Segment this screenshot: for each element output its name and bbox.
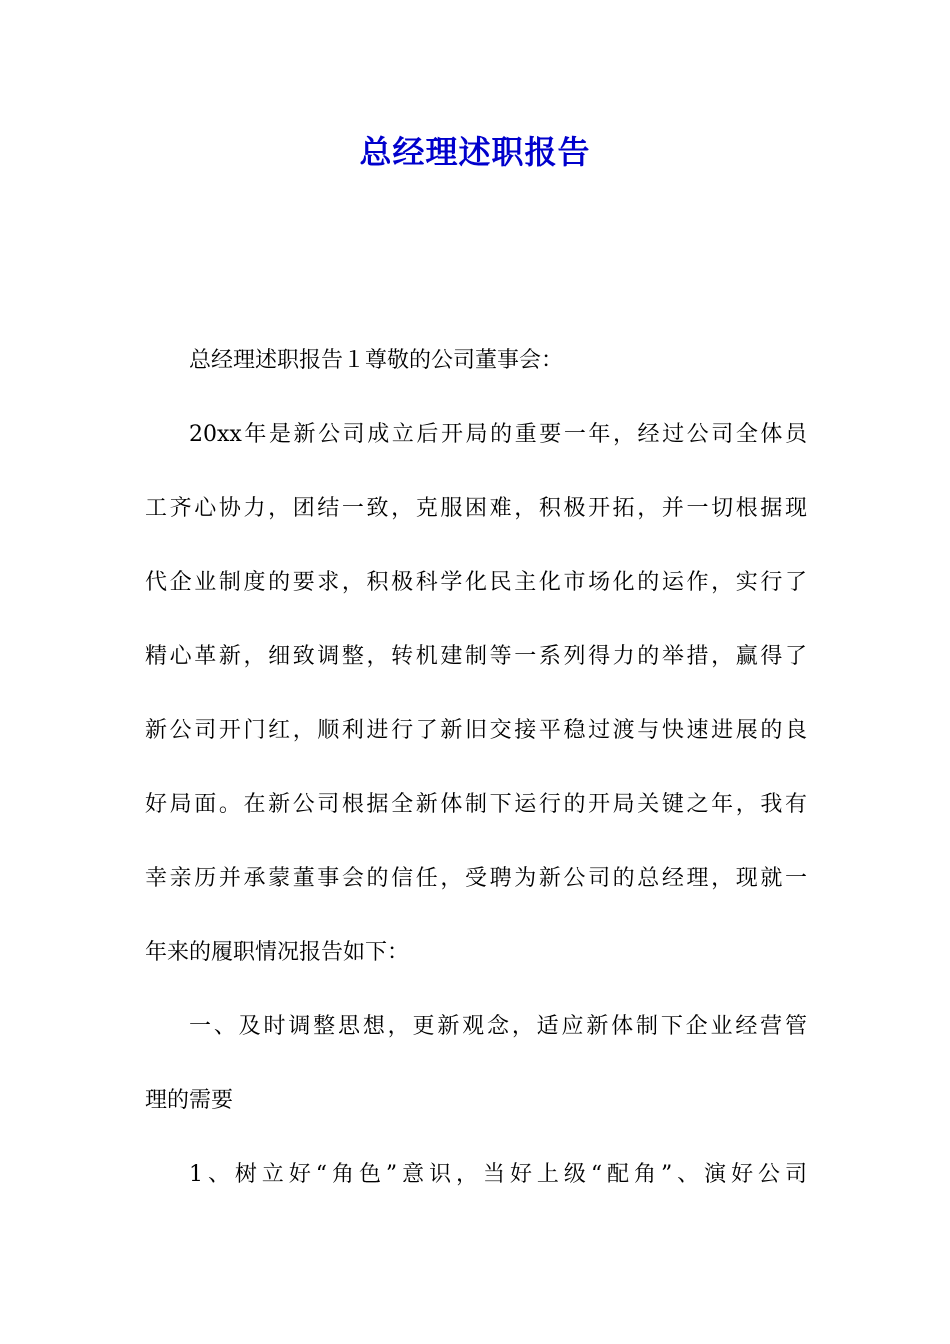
body-line: 1、树立好“角色”意识，当好上级“配角”、演好公司 <box>189 1162 807 1187</box>
body-line: 理的需要 <box>145 1088 234 1113</box>
body-line: 一、及时调整思想，更新观念，适应新体制下企业经营管 <box>189 1014 807 1039</box>
body-line: 代企业制度的要求，积极科学化民主化市场化的运作，实行了 <box>145 570 807 595</box>
document-title: 总经理述职报告 <box>359 133 591 171</box>
document-body <box>145 337 807 1225</box>
body-line: 新公司开门红，顺利进行了新旧交接平稳过渡与快速进展的良 <box>145 718 807 743</box>
body-line: 年来的履职情况报告如下： <box>145 940 410 965</box>
body-line: 精心革新，细致调整，转机建制等一系列得力的举措，赢得了 <box>145 644 807 669</box>
body-line: 20xx年是新公司成立后开局的重要一年，经过公司全体员 <box>189 422 807 447</box>
body-line: 好局面。在新公司根据全新体制下运行的开局关键之年，我有 <box>145 792 807 817</box>
body-line: 幸亲历并承蒙董事会的信任，受聘为新公司的总经理，现就一 <box>145 866 807 891</box>
body-line: 总经理述职报告１尊敬的公司董事会： <box>189 348 564 373</box>
body-line: 工齐心协力，团结一致，克服困难，积极开拓，并一切根据现 <box>145 496 807 521</box>
